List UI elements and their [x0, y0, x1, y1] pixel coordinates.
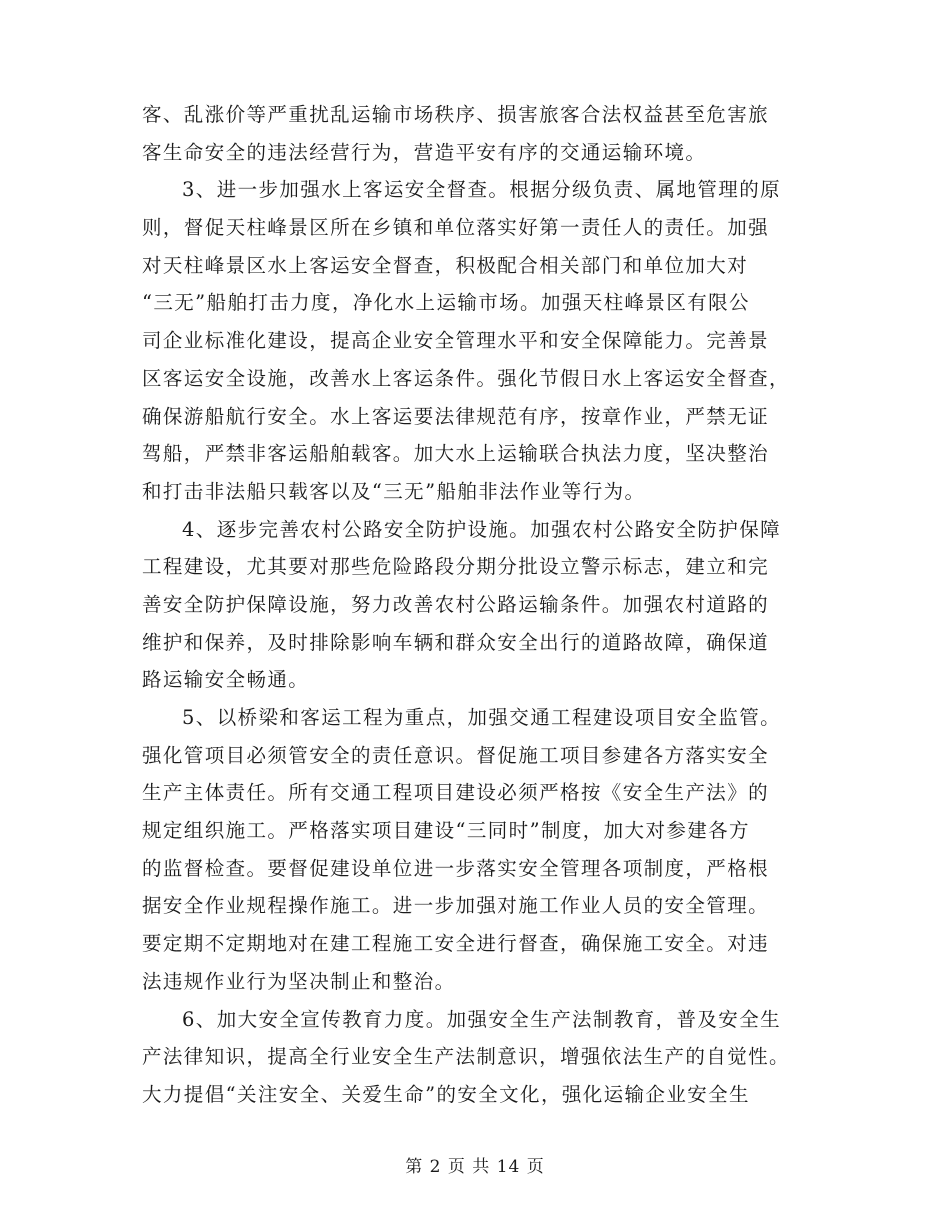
page-footer: 第 2 页 共 14 页: [405, 1157, 545, 1177]
text-line: 6、加大安全宣传教育力度。加强安全生产法制教育，普及安全生: [182, 1007, 782, 1031]
text-line: 大力提倡“关注安全、关爱生命”的安全文化，强化运输企业安全生: [142, 1082, 750, 1106]
text-line: 维护和保养，及时排除影响车辆和群众安全出行的道路故障，确保道: [142, 630, 770, 654]
text-line: 客生命安全的违法经营行为，营造平安有序的交通运输环境。: [142, 140, 707, 164]
text-line: 客、乱涨价等严重扰乱运输市场秩序、损害旅客合法权益甚至危害旅: [142, 103, 770, 126]
text-line: 则，督促天柱峰景区所在乡镇和单位落实好第一责任人的责任。加强: [142, 216, 770, 240]
text-line: 4、逐步完善农村公路安全防护设施。加强农村公路安全防护保障: [182, 517, 782, 541]
text-line: 区客运安全设施，改善水上客运条件。强化节假日水上客运安全督查，: [142, 366, 790, 390]
text-line: 的监督检查。要督促建设单位进一步落实安全管理各项制度，严格根: [142, 856, 770, 880]
text-line: 要定期不定期地对在建工程施工安全进行督查，确保施工安全。对违: [142, 932, 770, 956]
text-line: 法违规作业行为坚决制止和整治。: [142, 969, 456, 993]
text-line: 据安全作业规程操作施工。进一步加强对施工作业人员的安全管理。: [142, 894, 770, 918]
text-line: 规定组织施工。严格落实项目建设“三同时”制度，加大对参建各方: [142, 819, 750, 843]
text-line: 善安全防护保障设施，努力改善农村公路运输条件。加强农村道路的: [142, 592, 770, 616]
text-line: 路运输安全畅通。: [142, 668, 310, 692]
text-line: 产法律知识，提高全行业安全生产法制意识，增强依法生产的自觉性。: [142, 1045, 790, 1069]
text-line: 工程建设，尤其要对那些危险路段分期分批设立警示标志，建立和完: [142, 555, 770, 579]
text-line: 对天柱峰景区水上客运安全督查，积极配合相关部门和单位加大对: [142, 253, 749, 277]
text-line: 5、以桥梁和客运工程为重点，加强交通工程建设项目安全监管。: [182, 706, 782, 729]
text-line: 和打击非法船只载客以及“三无”船舶非法作业等行为。: [142, 479, 646, 503]
text-line: 司企业标准化建设，提高企业安全管理水平和安全保障能力。完善景: [142, 329, 770, 353]
text-line: 驾船，严禁非客运船舶载客。加大水上运输联合执法力度，坚决整治: [142, 442, 770, 466]
text-line: 生产主体责任。所有交通工程项目建设必须严格按《安全生产法》的: [142, 781, 770, 805]
document-body: [142, 96, 807, 1114]
text-line: “三无”船舶打击力度，净化水上运输市场。加强天柱峰景区有限公: [142, 291, 750, 315]
text-line: 3、进一步加强水上客运安全督查。根据分级负责、属地管理的原: [182, 178, 782, 202]
text-line: 确保游船航行安全。水上客运要法律规范有序，按章作业，严禁无证: [142, 404, 770, 428]
text-line: 强化管项目必须管安全的责任意识。督促施工项目参建各方落实安全: [142, 743, 770, 767]
